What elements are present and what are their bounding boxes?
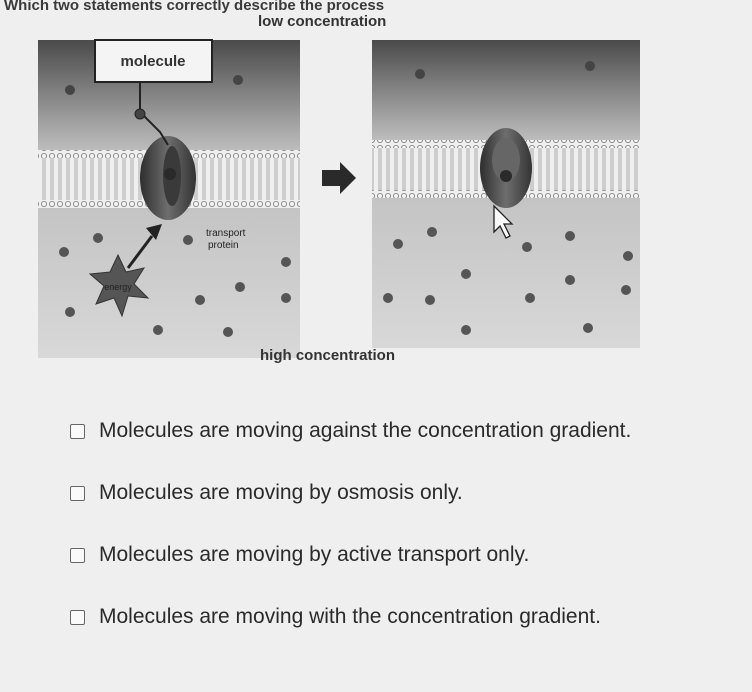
option-4-checkbox[interactable] [70, 610, 85, 625]
molecule-dot [235, 282, 245, 292]
option-2[interactable] [70, 462, 750, 524]
option-3[interactable] [70, 524, 750, 586]
answer-options [70, 400, 750, 648]
molecule-dot [65, 307, 75, 317]
molecule-label: molecule [120, 53, 186, 70]
molecule-dot [623, 251, 633, 261]
molecule-dot [565, 231, 575, 241]
molecule-dot [93, 233, 103, 243]
option-1[interactable] [70, 400, 750, 462]
molecule-dot [281, 257, 291, 267]
molecule-dot [415, 69, 425, 79]
molecule-dot [393, 239, 403, 249]
molecule-dot [461, 325, 471, 335]
molecule-dot [565, 275, 575, 285]
molecule-dot [383, 293, 393, 303]
molecule-dot [461, 269, 471, 279]
option-4[interactable] [70, 586, 750, 648]
molecule-dot [153, 325, 163, 335]
molecule-dot [281, 293, 291, 303]
option-2-label[interactable]: Molecules are moving by osmosis only. [99, 481, 463, 504]
transport-protein-left [140, 136, 196, 220]
molecule-dot [621, 285, 631, 295]
molecule-dot [59, 247, 69, 257]
left-panel [38, 40, 300, 358]
high-concentration-label: high concentration [260, 347, 395, 364]
question-text: Which two statements correctly describe the process [4, 0, 385, 14]
option-1-checkbox[interactable] [70, 424, 85, 439]
molecule-dot [525, 293, 535, 303]
molecule-dot [425, 295, 435, 305]
molecule-dot [522, 242, 532, 252]
molecule-dot [233, 75, 243, 85]
transport-label-line2: protein [208, 240, 239, 251]
molecule-dot [585, 61, 595, 71]
option-1-label[interactable]: Molecules are moving against the concentration gradient. [99, 419, 632, 442]
step-arrow-icon [322, 162, 356, 194]
molecule-dot [223, 327, 233, 337]
energy-label: energy [104, 282, 132, 292]
molecule-dot [195, 295, 205, 305]
right-panel [372, 40, 640, 348]
option-3-label[interactable]: Molecules are moving by active transport only. [99, 543, 530, 566]
transport-protein-right [480, 128, 532, 208]
option-4-label[interactable]: Molecules are moving with the concentration gradient. [99, 605, 601, 628]
molecule-dot [183, 235, 193, 245]
molecule-dot [583, 323, 593, 333]
low-concentration-label: low concentration [258, 13, 387, 30]
option-3-checkbox[interactable] [70, 548, 85, 563]
molecule-dot [65, 85, 75, 95]
molecule-dot [427, 227, 437, 237]
transport-label-line1: transport [206, 228, 246, 239]
option-2-checkbox[interactable] [70, 486, 85, 501]
